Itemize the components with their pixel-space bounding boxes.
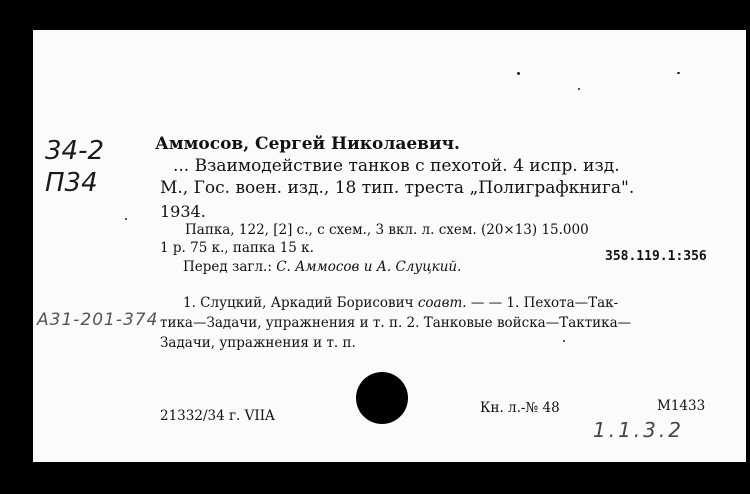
footer-card-code: М1433 [657, 398, 706, 414]
dust-speck [517, 72, 520, 75]
physical-description-1: Папка, 122, [2] с., с схем., 3 вкл. л. схем. (20⨯13) 15.000 [185, 222, 589, 238]
tracing-line-3: Задачи, упражнения и т. п. [160, 335, 356, 351]
handwritten-call-number-bottom: П34 [45, 168, 98, 198]
title-line-1: ... Взаимодействие танков с пехотой. 4 испр. изд. [173, 156, 620, 176]
card-punch-hole [356, 372, 408, 424]
note-line [183, 259, 461, 275]
handwritten-call-number-top: 34-2 [45, 136, 105, 166]
title-line-3: 1934. [160, 202, 206, 221]
tracing-line-2: тика—Задачи, упражнения и т. п. 2. Танковые войска—Тактика— [160, 315, 632, 331]
dust-speck [677, 72, 680, 74]
tracing-subject-1: — — 1. Пехота—Так- [466, 295, 619, 311]
tracing-coauthor-role: соавт. [417, 295, 467, 311]
handwritten-margin-note: A31-201-374 [37, 310, 159, 330]
dust-speck [578, 88, 580, 90]
note-authors: С. Аммосов и А. Слуцкий. [276, 259, 462, 275]
physical-description-2: 1 р. 75 к., папка 15 к. [160, 240, 314, 256]
footer-book-list-number: Кн. л.-№ 48 [480, 400, 560, 416]
title-line-2: М., Гос. воен. изд., 18 тип. треста „Полиграфкнига". [160, 178, 635, 198]
author-heading: Аммосов, Сергей Николаевич. [155, 134, 460, 154]
note-prefix: Перед загл.: [183, 259, 277, 275]
footer-accession: 21332/34 г. VIIA [160, 408, 275, 424]
dust-speck [125, 218, 127, 220]
tracing-line-1 [183, 295, 618, 311]
catalog-card [33, 30, 746, 462]
handwritten-inventory-note: 1.1.3.2 [593, 418, 684, 442]
classification-number: 358.119.1:356 [605, 249, 707, 264]
tracing-coauthor: 1. Слуцкий, Аркадий Борисович [183, 295, 418, 311]
dust-speck [563, 340, 565, 342]
